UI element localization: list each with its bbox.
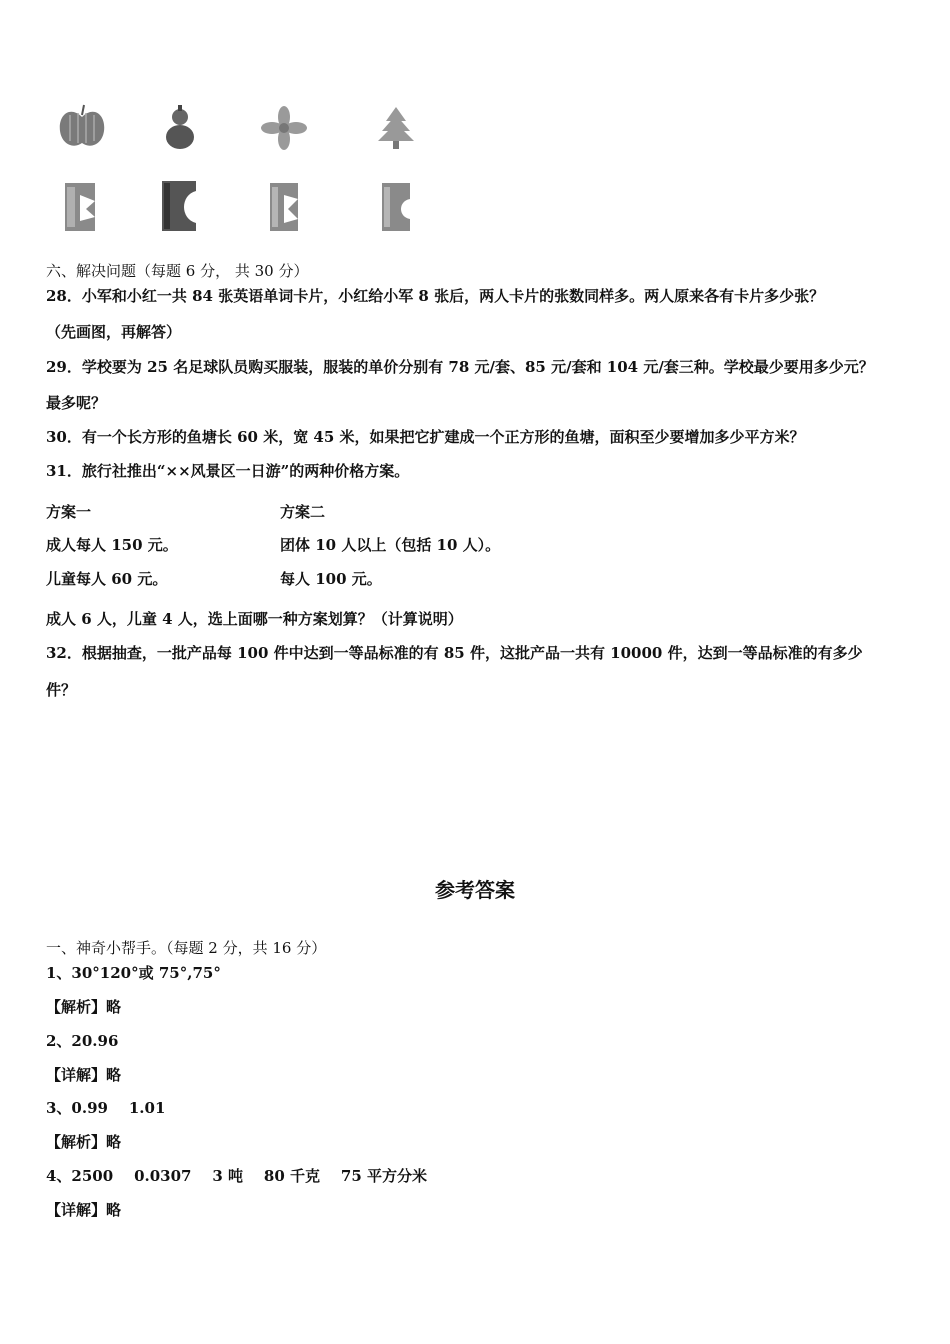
plan1-title: 方案一 <box>46 503 92 521</box>
answer-3: 3、0.99 1.01 <box>46 1099 166 1117</box>
q28-line1: 28．小军和小红一共 84 张英语单词卡片，小红给小军 8 张后，两人卡片的张数同样多。两人原来各有卡片多少张？ <box>46 287 825 305</box>
shape-figure-svg <box>40 95 440 245</box>
answer-4-note: 【详解】略 <box>46 1201 122 1219</box>
answer-1-note: 【解析】略 <box>46 998 122 1016</box>
q32-line2: 件？ <box>46 681 77 699</box>
cut-paper-3-icon <box>270 183 298 231</box>
q29-line2: 最多呢？ <box>46 394 107 412</box>
plan2-price: 每人 100 元。 <box>280 570 382 588</box>
tree-icon <box>378 107 414 149</box>
answer-2: 2、20.96 <box>46 1032 119 1050</box>
answer-4: 4、2500 0.0307 3 吨 80 千克 75 平方分米 <box>46 1167 427 1185</box>
cut-paper-4-icon <box>382 183 410 231</box>
section6-heading: 六、解决问题（每题 6 分， 共 30 分） <box>46 262 309 280</box>
answers-title: 参考答案 <box>435 878 515 902</box>
q32-line1: 32．根据抽查，一批产品每 100 件中达到一等品标准的有 85 件，这批产品一共有 10000 件，达到一等品标准的有多少 <box>46 644 863 662</box>
q31-question: 成人 6 人，儿童 4 人，选上面哪一种方案划算？（计算说明） <box>46 610 463 628</box>
plan1-child: 儿童每人 60 元。 <box>46 570 168 588</box>
shape-figure <box>40 95 440 245</box>
answer-3-note: 【解析】略 <box>46 1133 122 1151</box>
answers-section1-heading: 一、神奇小帮手。（每题 2 分，共 16 分） <box>46 939 327 957</box>
q29-line1: 29．学校要为 25 名足球队员购买服装，服装的单价分别有 78 元/套、85 元/套和 104 元/套三种。学校最少要用多少元？ <box>46 358 874 376</box>
answer-1: 1、30°120°或 75°,75° <box>46 964 221 982</box>
cut-paper-1-icon <box>65 183 95 231</box>
answer-2-note: 【详解】略 <box>46 1066 122 1084</box>
gourd-icon <box>166 105 194 149</box>
q30: 30．有一个长方形的鱼塘长 60 米，宽 45 米，如果把它扩建成一个正方形的鱼塘，面积至少要增加多少平方米？ <box>46 428 805 446</box>
cut-paper-2-icon <box>162 181 196 231</box>
q28-line2: （先画图，再解答） <box>46 323 182 341</box>
plan1-adult: 成人每人 150 元。 <box>46 536 178 554</box>
q31-intro: 31．旅行社推出“××风景区一日游”的两种价格方案。 <box>46 462 410 480</box>
plan2-group: 团体 10 人以上（包括 10 人）。 <box>280 536 501 554</box>
apple-icon <box>60 105 104 146</box>
flower-icon <box>261 106 307 150</box>
plan2-title: 方案二 <box>280 503 326 521</box>
